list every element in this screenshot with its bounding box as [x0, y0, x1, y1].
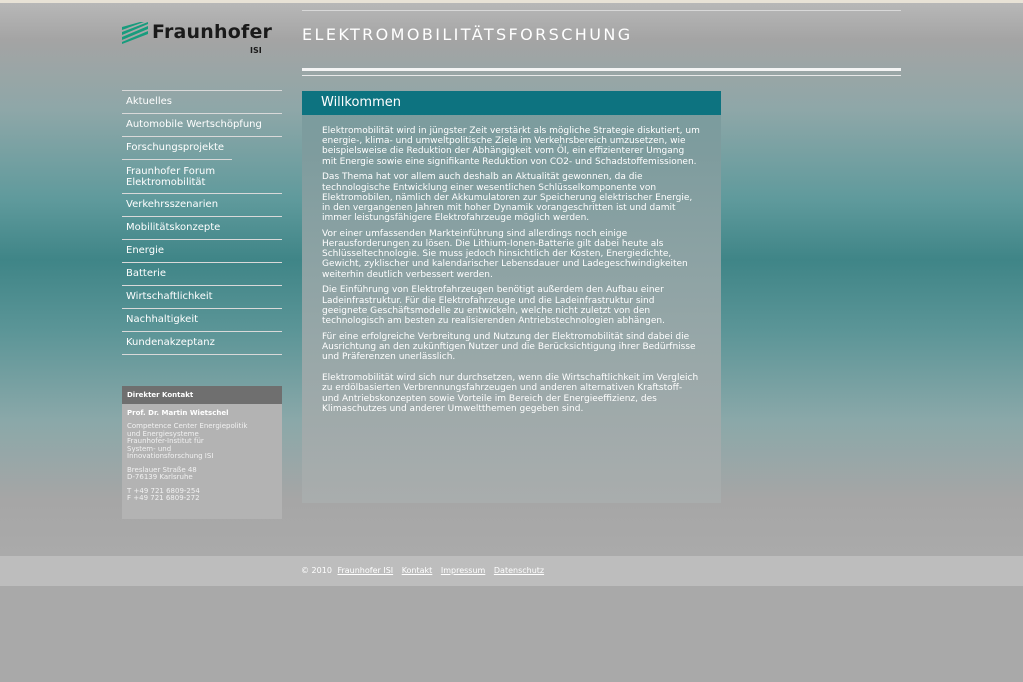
header-rule-thin [302, 75, 901, 76]
contact-heading: Direkter Kontakt [122, 386, 282, 404]
contact-org-line: und Energiesysteme [127, 429, 199, 438]
nav-item-energie[interactable]: Energie [122, 239, 282, 262]
nav-item-automobile-wertschoepfung[interactable]: Automobile Wertschöpfung [122, 113, 282, 136]
nav-item-nachhaltigkeit[interactable]: Nachhaltigkeit [122, 308, 282, 331]
contact-org-line: System- und [127, 444, 172, 453]
content-paragraph: Elektromobilität wird in jüngster Zeit verstärkt als mögliche Strategie diskutiert, um energie-, klima- und umweltpolitische Ziele im Verkehrsbereich umzusetzen, wie beispielsweise die Reduktion der Abhängigkeit vom Öl, ein effizienterer Umgang mit Energie sowie eine signifikante Reduktion von CO2- und Schadstoffemissionen. [322, 126, 700, 167]
fraunhofer-logo[interactable] [122, 20, 282, 60]
contact-org-line: Competence Center Energiepolitik [127, 422, 248, 430]
contact-fax: F +49 721 6809-272 [127, 494, 200, 502]
site-title: ELEKTROMOBILITÄTSFORSCHUNG [302, 25, 633, 44]
content-paragraph: Die Einführung von Elektrofahrzeugen benötigt außerdem den Aufbau einer Ladeinfrastruktur. Für die Elektrofahrzeuge und die Ladeinfrastruktur sind geeignete Geschäftsmodelle zu entwickeln, welche nicht zuletzt von den technologisch am besten zu realisierenden Antriebstechnologien abhängen. [322, 285, 665, 326]
content-body [302, 115, 721, 414]
content-paragraph: Für eine erfolgreiche Verbreitung und Nutzung der Elektromobilität sind dabei die Ausrichtung an den zukünftigen Nutzer und die Berücksichtigung ihrer Bedürfnisse und Präferenzen unerlässlich. [322, 331, 696, 363]
footer-link-datenschutz[interactable]: Datenschutz [493, 566, 545, 575]
footer-link-impressum[interactable]: Impressum [440, 566, 486, 575]
nav-item-fraunhofer-forum[interactable]: Fraunhofer Forum Elektromobilität [122, 159, 232, 193]
footer [301, 566, 544, 575]
main-content-box [302, 91, 721, 503]
nav-item-aktuelles[interactable]: Aktuelles [122, 90, 282, 113]
fraunhofer-logo-icon [122, 22, 148, 44]
contact-phone: T +49 721 6809-254 [127, 486, 200, 495]
content-paragraph: Elektromobilität wird sich nur durchsetzen, wenn die Wirtschaftlichkeit im Vergleich zu erdölbasierten Verbrennungsfahrzeugen und anderen alternativen Kraftstoff- und Antriebskonzepten sowie Vorteile im Bereich der Energieeffizienz, des Klimaschutzes und anderer Umweltthemen gegeben sind. [322, 373, 699, 414]
contact-address-line: D-76139 Karlsruhe [127, 473, 193, 481]
logo-name: Fraunhofer [152, 21, 273, 43]
contact-name: Prof. Dr. Martin Wietschel [127, 409, 229, 417]
nav-item-batterie[interactable]: Batterie [122, 262, 282, 285]
logo-sub: ISI [250, 46, 262, 55]
contact-box [122, 386, 282, 519]
footer-link-kontakt[interactable]: Kontakt [401, 566, 433, 575]
header-rule-top [302, 10, 901, 11]
content-heading: Willkommen [302, 91, 721, 115]
contact-org-line: Innovationsforschung ISI [127, 452, 214, 460]
nav-item-mobilitaetskonzepte[interactable]: Mobilitätskonzepte [122, 216, 282, 239]
top-strip [0, 0, 1023, 3]
contact-org-line: Fraunhofer-Institut für [127, 437, 204, 445]
header-rule-thick [302, 68, 901, 71]
nav-item-wirtschaftlichkeit[interactable]: Wirtschaftlichkeit [122, 285, 282, 308]
nav-item-kundenakzeptanz[interactable]: Kundenakzeptanz [122, 331, 282, 355]
footer-copyright: © 2010 [301, 566, 332, 575]
sidebar-nav [122, 90, 282, 355]
nav-item-forschungsprojekte[interactable]: Forschungsprojekte [122, 136, 282, 159]
footer-link-fraunhofer-isi[interactable]: Fraunhofer ISI [337, 566, 394, 575]
content-paragraph: Das Thema hat vor allem auch deshalb an Aktualität gewonnen, da die technologische Entwicklung einer wesentlichen Schlüsselkomponente von Elektromobilen, nämlich der Akkumulatoren zur Speicherung elektrischer Energie, in den vergangenen Jahren mit hoher Dynamik vorangeschritten ist und damit immer leistungsfähigere Elektrofahrzeuge möglich werden. [322, 172, 693, 224]
content-paragraph: Vor einer umfassenden Markteinführung sind allerdings noch einige Herausforderungen zu lösen. Die Lithium-Ionen-Batterie gilt dabei heute als Schlüsseltechnologie. Sie muss jedoch hinsichtlich der Kosten, Energiedichte, Gewicht, zyklischer und kalendarischer Lebensdauer und Ladegeschwindigkeiten weiterhin deutlich verbessert werden. [322, 228, 688, 280]
contact-address-line: Breslauer Straße 48 [127, 465, 197, 474]
nav-item-verkehrsszenarien[interactable]: Verkehrsszenarien [122, 193, 282, 216]
